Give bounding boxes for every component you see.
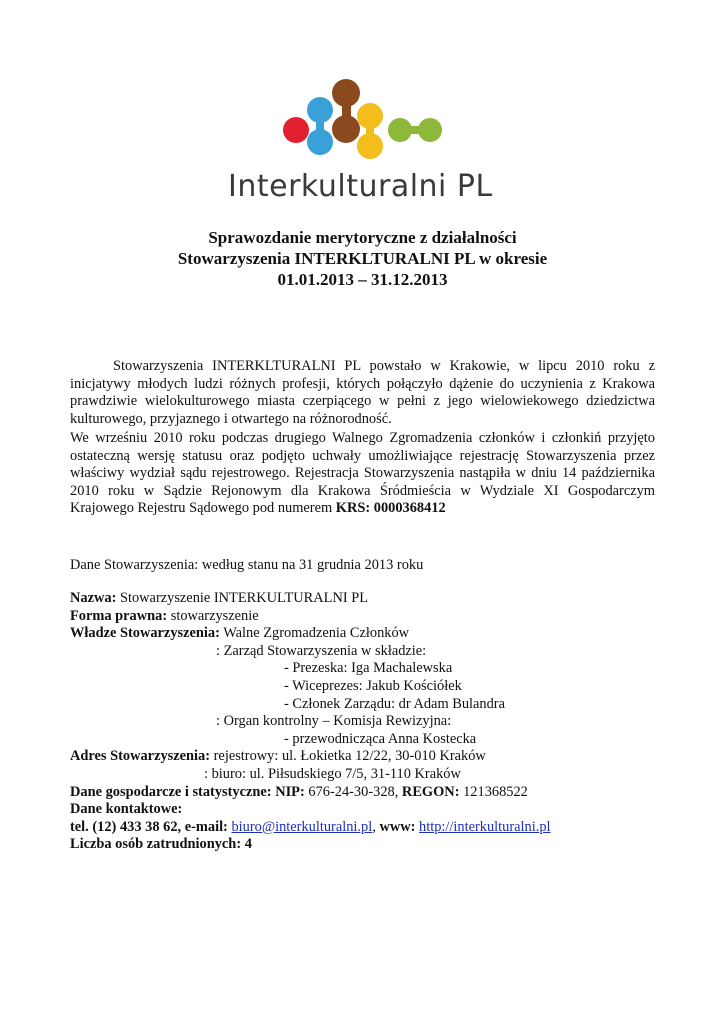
gosp-label: Dane gospodarcze i statystyczne: <box>70 783 272 800</box>
logo-yellow-shape <box>357 103 383 159</box>
www-label: www: <box>379 818 416 835</box>
logo-brown-shape <box>332 79 360 143</box>
contact-separator: , <box>372 818 376 835</box>
adres-value: rejestrowy: ul. Łokietka 12/22, 30-010 Kraków <box>213 748 486 765</box>
wladze-label: Władze Stowarzyszenia: <box>70 625 220 642</box>
przewodniczaca-row: - przewodnicząca Anna Kostecka <box>284 730 477 747</box>
email-link[interactable]: biuro@interkulturalni.pl <box>231 818 373 835</box>
employees-row: Liczba osób zatrudnionych: 4 <box>70 836 252 853</box>
report-title <box>70 227 655 290</box>
intro-paragraph-1 <box>70 358 655 428</box>
nip-label: NIP: <box>275 783 305 800</box>
intro-text-2: We wrześniu 2010 roku podczas drugiego Walnego Zgromadzenia członków i członkiń przyjęto ostateczną wersję statusu oraz podjęto uchwały umożliwiające rejestrację Stowarzyszenia przez właściwy wydział sądu rejestrowego. Rejestracja Stowarzyszenia nastąpiła w dniu 14 października 2010 roku w Sądzie Rejonowym dla Krakowa Śródmieścia w Wydziale XI Gospodarczym Krajowego Rejestru Sądowego pod numerem <box>70 430 655 517</box>
wladze-row <box>70 625 670 643</box>
forma-row <box>70 608 670 626</box>
nip-value: 676-24-30-328, <box>308 783 399 800</box>
title-line-1: Sprawozdanie merytoryczne z działalności <box>208 228 517 247</box>
website-link[interactable]: http://interkulturalni.pl <box>419 818 551 835</box>
forma-label: Forma prawna: <box>70 607 168 624</box>
title-line-3: 01.01.2013 – 31.12.2013 <box>277 270 448 289</box>
kontakt-row: Dane kontaktowe: <box>70 801 183 818</box>
biuro-row: : biuro: ul. Piłsudskiego 7/5, 31-110 Kraków <box>204 765 461 782</box>
logo-red-dot <box>283 117 309 143</box>
prezeska-row: - Prezeska: Iga Machalewska <box>284 660 453 677</box>
tel-label: tel. (12) 433 38 62, e-mail: <box>70 818 228 835</box>
gospodarcze-row <box>70 784 670 802</box>
contact-row <box>70 819 670 837</box>
regon-value: 121368522 <box>463 783 528 800</box>
forma-value: stowarzyszenie <box>170 607 259 624</box>
dane-heading: Dane Stowarzyszenia: według stanu na 31 grudnia 2013 roku <box>70 557 424 573</box>
wladze-value: Walne Zgromadzenia Członków <box>223 625 410 642</box>
organ-row: : Organ kontrolny – Komisja Rewizyjna: <box>216 713 452 730</box>
intro-paragraph-2 <box>70 430 655 518</box>
logo-green-shape <box>388 118 442 142</box>
title-line-2: Stowarzyszenia INTERKLTURALNI PL w okresie <box>177 249 548 268</box>
interkulturalni-logo <box>0 0 725 205</box>
wiceprezes-row: - Wiceprezes: Jakub Kościółek <box>284 677 462 694</box>
nazwa-row <box>70 590 670 608</box>
logo-blue-shape <box>307 97 333 155</box>
intro-text-1: Stowarzyszenia INTERKLTURALNI PL powstało w Krakowie, w lipcu 2010 roku z inicjatywy młodych ludzi różnych profesji, których połączyło dążenie do uczynienia z Krakowa prawdziwie wielokulturowego miasta czerpiącego w pełni z jego wielowiekowego dziedzictwa kulturowego, przyjaznego i otwartego na różnorodność. <box>70 358 655 427</box>
adres-row <box>70 748 670 766</box>
logo-text: Interkulturalni PL <box>228 169 493 204</box>
adres-label: Adres Stowarzyszenia: <box>70 748 211 765</box>
association-info <box>70 590 670 854</box>
regon-label: REGON: <box>401 783 460 800</box>
czlonek-row: - Członek Zarządu: dr Adam Bulandra <box>284 695 505 712</box>
nazwa-label: Nazwa: <box>70 590 117 606</box>
zarzad-row: : Zarząd Stowarzyszenia w składzie: <box>216 642 427 659</box>
krs-number: KRS: 0000368412 <box>335 500 446 517</box>
nazwa-value: Stowarzyszenie INTERKULTURALNI PL <box>119 590 369 606</box>
